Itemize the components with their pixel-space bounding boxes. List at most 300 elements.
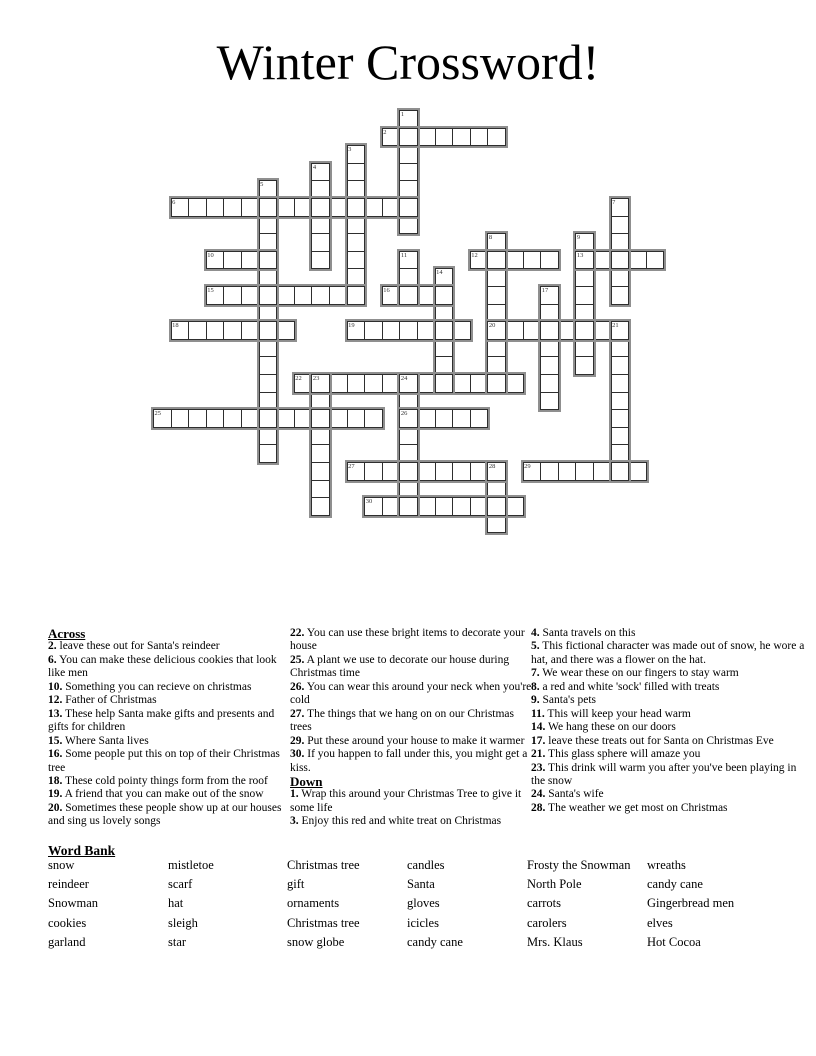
grid-cell-r10c9: [311, 286, 330, 305]
grid-number-1: 1: [400, 111, 405, 118]
clue-down-8: 8. a red and white 'sock' filled with treats: [531, 680, 720, 693]
grid-cell-r11c22: [540, 304, 559, 323]
clue-down-5: 5. This fictional character was made out of snow, he wore a hat, and there was a flower on the hat.: [531, 640, 805, 666]
grid-cell-r18c14: [399, 427, 418, 446]
down-header: Down: [290, 773, 323, 789]
grid-cell-r11c6: [259, 304, 278, 323]
grid-cell-r12c16: [435, 321, 454, 340]
grid-number-14: 14: [436, 269, 443, 277]
grid-cell-r13c26: [611, 339, 630, 358]
grid-cell-r16c14: [399, 392, 418, 411]
clue-across-16: 16. Some people put this on top of their Christmas tree: [48, 748, 280, 774]
grid-cell-r17c17: [452, 409, 471, 428]
grid-cell-r1c14: [399, 128, 418, 147]
clue-number: 28.: [531, 801, 546, 814]
clues-column-1: [48, 627, 286, 829]
grid-cell-r5c6: [259, 198, 278, 217]
grid-cell-r14c19: [487, 356, 506, 375]
word-bank-item: cookies: [48, 915, 87, 930]
grid-cell-r13c16: [435, 339, 454, 358]
word-bank-item: elves: [647, 915, 673, 930]
grid-cell-r5c7: [276, 198, 295, 217]
clue-across-18: 18. These cold pointy things form from the roof: [48, 774, 268, 787]
word-bank-column-6: [647, 856, 765, 952]
grid-cell-r20c24: [575, 462, 594, 481]
grid-cell-r12c21: [523, 321, 542, 340]
grid-cell-r17c4: [223, 409, 242, 428]
clue-number: 10.: [48, 680, 63, 693]
grid-cell-r20c18: [470, 462, 489, 481]
word-bank-column-4: [407, 856, 525, 952]
grid-number-7: 7: [612, 199, 616, 206]
grid-cell-r12c23: [558, 321, 577, 340]
grid-cell-r6c6: [259, 216, 278, 235]
grid-cell-r17c7: [276, 409, 295, 428]
grid-cell-r10c26: [611, 286, 630, 305]
grid-cell-r12c20: [505, 321, 524, 340]
clue-number: 27.: [290, 707, 305, 720]
grid-cell-r20c13: [382, 462, 401, 481]
grid-cell-r6c11: [347, 216, 366, 235]
clue-number: 16.: [48, 748, 63, 761]
clue-down-23: 23. This drink will warm you after you've been playing in the snow: [531, 761, 797, 787]
grid-number-8: 8: [488, 234, 493, 242]
clue-down-4: 4. Santa travels on this: [531, 627, 636, 639]
grid-number-27: 27: [348, 463, 355, 470]
grid-cell-r16c6: [259, 392, 278, 411]
grid-cell-r14c26: [611, 356, 630, 375]
grid-cell-r17c10: [329, 409, 348, 428]
word-bank-item: Christmas tree: [287, 858, 360, 872]
grid-cell-r12c6: [259, 321, 278, 340]
grid-number-2: 2: [383, 128, 387, 136]
word-bank-item: candles: [407, 858, 445, 872]
grid-cell-r16c22: [540, 392, 559, 411]
word-bank-item: hat: [168, 896, 184, 911]
grid-number-11: 11: [400, 251, 408, 259]
clue-down-17: 17. leave these treats out for Santa on Christmas Eve: [531, 734, 774, 747]
grid-cell-r10c11: [347, 286, 366, 305]
grid-cell-r19c9: [311, 444, 330, 463]
word-bank-item: Mrs. Klaus: [527, 934, 583, 949]
clue-number: 7.: [531, 667, 540, 680]
grid-cell-r1c15: [417, 128, 436, 147]
grid-cell-r8c5: [241, 251, 260, 270]
grid-number-21: 21: [612, 322, 619, 330]
grid-number-28: 28: [488, 463, 496, 470]
grid-cell-r10c19: [487, 286, 506, 305]
grid-cell-r15c22: [540, 374, 559, 393]
word-bank-item: carolers: [527, 915, 567, 930]
grid-number-23: 23: [312, 375, 320, 382]
clue-number: 23.: [531, 761, 546, 774]
grid-cell-r15c17: [452, 374, 471, 393]
grid-cell-r17c9: [311, 409, 330, 428]
grid-number-25: 25: [154, 410, 161, 418]
grid-cell-r8c11: [347, 251, 366, 270]
grid-cell-r15c20: [505, 374, 524, 393]
clue-across-29: 29. Put these around your house to make it warmer: [290, 734, 525, 747]
clue-number: 22.: [290, 627, 305, 639]
clue-number: 19.: [48, 788, 63, 801]
grid-cell-r12c24: [575, 321, 594, 340]
grid-cell-r8c22: [540, 251, 559, 270]
word-bank-item: sleigh: [168, 915, 198, 930]
grid-cell-r15c15: [417, 374, 436, 393]
grid-cell-r20c23: [558, 462, 577, 481]
grid-cell-r5c9: [311, 198, 330, 217]
grid-cell-r20c17: [452, 462, 471, 481]
grid-number-6: 6: [172, 199, 176, 206]
grid-cell-r10c10: [329, 286, 348, 305]
word-bank-item: scarf: [168, 877, 193, 892]
clue-number: 17.: [531, 734, 546, 747]
clue-down-24: 24. Santa's wife: [531, 788, 604, 801]
grid-cell-r15c11: [347, 374, 366, 393]
clue-number: 2.: [48, 640, 57, 653]
word-bank-column-2: [168, 856, 286, 952]
grid-cell-r5c4: [223, 198, 242, 217]
grid-cell-r9c6: [259, 268, 278, 287]
clue-down-28: 28. The weather we get most on Christmas: [531, 801, 728, 814]
grid-cell-r20c27: [628, 462, 647, 481]
grid-cell-r20c12: [364, 462, 383, 481]
grid-cell-r8c19: [487, 251, 506, 270]
word-bank-item: gloves: [407, 896, 440, 911]
grid-cell-r9c11: [347, 268, 366, 287]
across-header: Across: [48, 626, 86, 641]
grid-cell-r4c9: [311, 180, 330, 199]
grid-cell-r6c9: [311, 216, 330, 235]
grid-cell-r4c11: [347, 180, 366, 199]
grid-cell-r12c13: [382, 321, 401, 340]
grid-cell-r7c11: [347, 233, 366, 252]
grid-number-10: 10: [207, 251, 214, 259]
grid-cell-r18c9: [311, 427, 330, 446]
clue-number: 11.: [531, 707, 545, 720]
clue-across-20: 20. Sometimes these people show up at our houses and sing us lovely songs: [48, 801, 282, 828]
word-bank-item: candy cane: [407, 934, 463, 949]
grid-number-5: 5: [260, 181, 264, 189]
word-bank-item: Snowman: [48, 896, 98, 911]
grid-cell-r22c14: [399, 497, 418, 516]
grid-cell-r10c5: [241, 286, 260, 305]
word-bank-column-3: [287, 856, 405, 952]
grid-cell-r17c2: [188, 409, 207, 428]
clue-number: 24.: [531, 788, 546, 801]
clue-down-14: 14. We hang these on our doors: [531, 721, 676, 734]
grid-cell-r5c14: [399, 198, 418, 217]
grid-cell-r3c11: [347, 163, 366, 182]
clue-across-27: 27. The things that we hang on on our Christmas trees: [290, 707, 515, 734]
clue-number: 20.: [48, 801, 63, 814]
clue-across-6: 6. You can make these delicious cookies that look like men: [48, 653, 277, 680]
grid-cell-r21c14: [399, 480, 418, 499]
grid-cell-r7c9: [311, 233, 330, 252]
grid-cell-r17c1: [171, 409, 190, 428]
grid-cell-r21c9: [311, 480, 330, 499]
clue-down-11: 11. This will keep your head warm: [531, 707, 691, 720]
clue-number: 13.: [48, 707, 63, 720]
clue-down-21: 21. This glass sphere will amaze you: [531, 748, 701, 761]
grid-cell-r19c26: [611, 444, 630, 463]
grid-cell-r12c2: [188, 321, 207, 340]
grid-cell-r20c14: [399, 462, 418, 481]
grid-cell-r17c15: [417, 409, 436, 428]
grid-cell-r17c26: [611, 409, 630, 428]
grid-cell-r9c19: [487, 268, 506, 287]
clue-number: 18.: [48, 774, 63, 787]
grid-cell-r20c15: [417, 462, 436, 481]
grid-cell-r2c14: [399, 145, 418, 164]
grid-cell-r22c19: [487, 497, 506, 516]
grid-cell-r4c14: [399, 180, 418, 199]
grid-cell-r12c17: [452, 321, 471, 340]
grid-cell-r12c4: [223, 321, 242, 340]
clue-across-25: 25. A plant we use to decorate our house during Christmas time: [290, 653, 510, 680]
grid-cell-r19c14: [399, 444, 418, 463]
grid-cell-r17c16: [435, 409, 454, 428]
grid-cell-r22c20: [505, 497, 524, 516]
grid-cell-r11c24: [575, 304, 594, 323]
grid-cell-r12c25: [593, 321, 612, 340]
grid-cell-r12c15: [417, 321, 436, 340]
word-bank-item: Santa: [407, 877, 435, 892]
grid-cell-r18c26: [611, 427, 630, 446]
grid-cell-r20c22: [540, 462, 559, 481]
grid-number-17: 17: [541, 287, 549, 294]
grid-number-15: 15: [207, 287, 214, 294]
grid-cell-r15c6: [259, 374, 278, 393]
grid-cell-r14c6: [259, 356, 278, 375]
word-bank-item: North Pole: [527, 877, 582, 892]
grid-cell-r17c11: [347, 409, 366, 428]
grid-cell-r11c19: [487, 304, 506, 323]
grid-number-29: 29: [524, 463, 531, 470]
grid-cell-r8c25: [593, 251, 612, 270]
clue-across-30: 30. If you happen to fall under this, you might get a kiss.: [290, 748, 528, 774]
grid-number-4: 4: [312, 163, 317, 171]
grid-cell-r13c22: [540, 339, 559, 358]
grid-cell-r18c6: [259, 427, 278, 446]
word-bank-item: Hot Cocoa: [647, 934, 701, 949]
grid-cell-r12c22: [540, 321, 559, 340]
grid-cell-r15c12: [364, 374, 383, 393]
clue-number: 15.: [48, 734, 63, 747]
grid-cell-r21c19: [487, 480, 506, 499]
page-title: Winter Crossword!: [216, 34, 600, 90]
grid-number-9: 9: [576, 234, 581, 242]
grid-cell-r1c17: [452, 128, 471, 147]
word-bank-header: Word Bank: [48, 843, 116, 858]
clues-column-2: [290, 627, 534, 829]
grid-cell-r16c9: [311, 392, 330, 411]
grid-cell-r22c18: [470, 497, 489, 516]
grid-cell-r10c6: [259, 286, 278, 305]
word-bank-column-1: [48, 856, 166, 952]
grid-cell-r5c5: [241, 198, 260, 217]
grid-cell-r6c14: [399, 216, 418, 235]
clue-down-7: 7. We wear these on our fingers to stay warm: [531, 667, 739, 680]
grid-cell-r20c25: [593, 462, 612, 481]
grid-cell-r8c6: [259, 251, 278, 270]
grid-cell-r10c15: [417, 286, 436, 305]
grid-cell-r1c18: [470, 128, 489, 147]
word-bank-item: Gingerbread men: [647, 896, 735, 911]
grid-cell-r8c20: [505, 251, 524, 270]
clue-across-22: 22. You can use these bright items to decorate your house: [290, 627, 525, 653]
grid-cell-r19c6: [259, 444, 278, 463]
clue-across-13: 13. These help Santa make gifts and presents and gifts for children: [48, 707, 275, 734]
grid-cell-r22c16: [435, 497, 454, 516]
grid-cell-r17c5: [241, 409, 260, 428]
grid-cell-r9c14: [399, 268, 418, 287]
word-bank-item: reindeer: [48, 877, 89, 892]
word-bank-item: ornaments: [287, 896, 340, 911]
grid-cell-r3c14: [399, 163, 418, 182]
grid-cell-r16c26: [611, 392, 630, 411]
clue-across-2: 2. leave these out for Santa's reindeer: [48, 640, 220, 653]
grid-cell-r17c6: [259, 409, 278, 428]
word-bank-item: garland: [48, 934, 86, 949]
clue-number: 25.: [290, 653, 305, 666]
grid-cell-r17c3: [206, 409, 225, 428]
clue-across-26: 26. You can wear this around your neck when you're cold: [290, 680, 532, 707]
grid-cell-r12c12: [364, 321, 383, 340]
grid-cell-r1c16: [435, 128, 454, 147]
word-bank-item: candy cane: [647, 877, 703, 892]
grid-cell-r22c15: [417, 497, 436, 516]
grid-cell-r12c14: [399, 321, 418, 340]
grid-cell-r8c28: [646, 251, 665, 270]
grid-cell-r15c10: [329, 374, 348, 393]
clue-down-9: 9. Santa's pets: [531, 694, 596, 707]
clue-number: 30.: [290, 748, 305, 761]
clue-number: 8.: [531, 680, 540, 693]
word-bank-item: snow: [48, 858, 75, 872]
clue-number: 29.: [290, 734, 305, 747]
grid-cell-r22c13: [382, 497, 401, 516]
grid-cell-r8c27: [628, 251, 647, 270]
clue-down-1: 1. Wrap this around your Christmas Tree to give it some life: [290, 788, 522, 814]
clue-number: 9.: [531, 694, 540, 707]
grid-cell-r5c11: [347, 198, 366, 217]
grid-cell-r5c8: [294, 198, 313, 217]
clue-across-15: 15. Where Santa lives: [48, 734, 149, 747]
grid-cell-r14c16: [435, 356, 454, 375]
clues-column-3: [531, 627, 809, 815]
grid-cell-r5c13: [382, 198, 401, 217]
word-bank-item: carrots: [527, 896, 562, 911]
grid-cell-r10c8: [294, 286, 313, 305]
grid-cell-r14c24: [575, 356, 594, 375]
grid-cell-r20c16: [435, 462, 454, 481]
word-bank-item: icicles: [407, 915, 439, 930]
grid-cell-r5c3: [206, 198, 225, 217]
grid-cell-r10c24: [575, 286, 594, 305]
grid-cell-r20c26: [611, 462, 630, 481]
grid-cell-r1c19: [487, 128, 506, 147]
grid-cell-r11c16: [435, 304, 454, 323]
grid-cell-r22c9: [311, 497, 330, 516]
clue-across-10: 10. Something you can recieve on christmas: [48, 680, 252, 693]
grid-cell-r15c18: [470, 374, 489, 393]
grid-cell-r15c19: [487, 374, 506, 393]
word-bank-item: Frosty the Snowman: [527, 858, 631, 872]
grid-cell-r8c26: [611, 251, 630, 270]
grid-cell-r17c8: [294, 409, 313, 428]
grid-number-24: 24: [400, 375, 408, 382]
clue-number: 4.: [531, 627, 540, 639]
clue-number: 6.: [48, 653, 57, 666]
grid-cell-r13c6: [259, 339, 278, 358]
grid-cell-r15c16: [435, 374, 454, 393]
grid-cell-r23c19: [487, 515, 506, 534]
grid-cell-r10c16: [435, 286, 454, 305]
grid-number-30: 30: [365, 498, 373, 506]
clue-number: 1.: [290, 788, 299, 801]
grid-cell-r7c26: [611, 233, 630, 252]
clue-across-19: 19. A friend that you can make out of the snow: [48, 788, 264, 801]
grid-number-26: 26: [400, 410, 408, 418]
word-bank-item: star: [168, 934, 187, 949]
grid-number-16: 16: [383, 287, 390, 294]
grid-cell-r9c24: [575, 268, 594, 287]
grid-cell-r12c7: [276, 321, 295, 340]
grid-number-19: 19: [348, 322, 355, 330]
grid-cell-r5c2: [188, 198, 207, 217]
grid-cell-r15c13: [382, 374, 401, 393]
clue-across-12: 12. Father of Christmas: [48, 694, 157, 707]
clue-number: 5.: [531, 640, 540, 653]
grid-cell-r10c7: [276, 286, 295, 305]
grid-cell-r8c4: [223, 251, 242, 270]
word-bank-item: wreaths: [647, 858, 686, 872]
grid-cell-r8c21: [523, 251, 542, 270]
clue-number: 21.: [531, 748, 546, 761]
word-bank-item: snow globe: [287, 934, 345, 949]
grid-cell-r20c9: [311, 462, 330, 481]
grid-number-20: 20: [488, 322, 496, 330]
grid-number-18: 18: [172, 322, 179, 330]
word-bank-item: Christmas tree: [287, 915, 360, 930]
grid-cell-r12c5: [241, 321, 260, 340]
word-bank-item: gift: [287, 877, 305, 892]
grid-cell-r17c18: [470, 409, 489, 428]
clue-down-3: 3. Enjoy this red and white treat on Christmas: [290, 815, 502, 828]
grid-cell-r22c17: [452, 497, 471, 516]
grid-number-22: 22: [295, 375, 302, 382]
clue-number: 26.: [290, 680, 305, 693]
grid-cell-r5c10: [329, 198, 348, 217]
grid-cell-r10c14: [399, 286, 418, 305]
grid-cell-r7c6: [259, 233, 278, 252]
grid-cell-r8c9: [311, 251, 330, 270]
grid-cell-r17c12: [364, 409, 383, 428]
grid-cell-r10c4: [223, 286, 242, 305]
grid-cell-r13c24: [575, 339, 594, 358]
grid-cell-r15c26: [611, 374, 630, 393]
grid-cell-r12c3: [206, 321, 225, 340]
word-bank-item: mistletoe: [168, 858, 214, 872]
grid-cell-r9c26: [611, 268, 630, 287]
word-bank-column-5: [527, 856, 645, 952]
grid-cell-r6c26: [611, 216, 630, 235]
clue-number: 3.: [290, 815, 299, 828]
grid-cell-r14c22: [540, 356, 559, 375]
grid-cell-r5c12: [364, 198, 383, 217]
grid-number-13: 13: [576, 251, 584, 259]
